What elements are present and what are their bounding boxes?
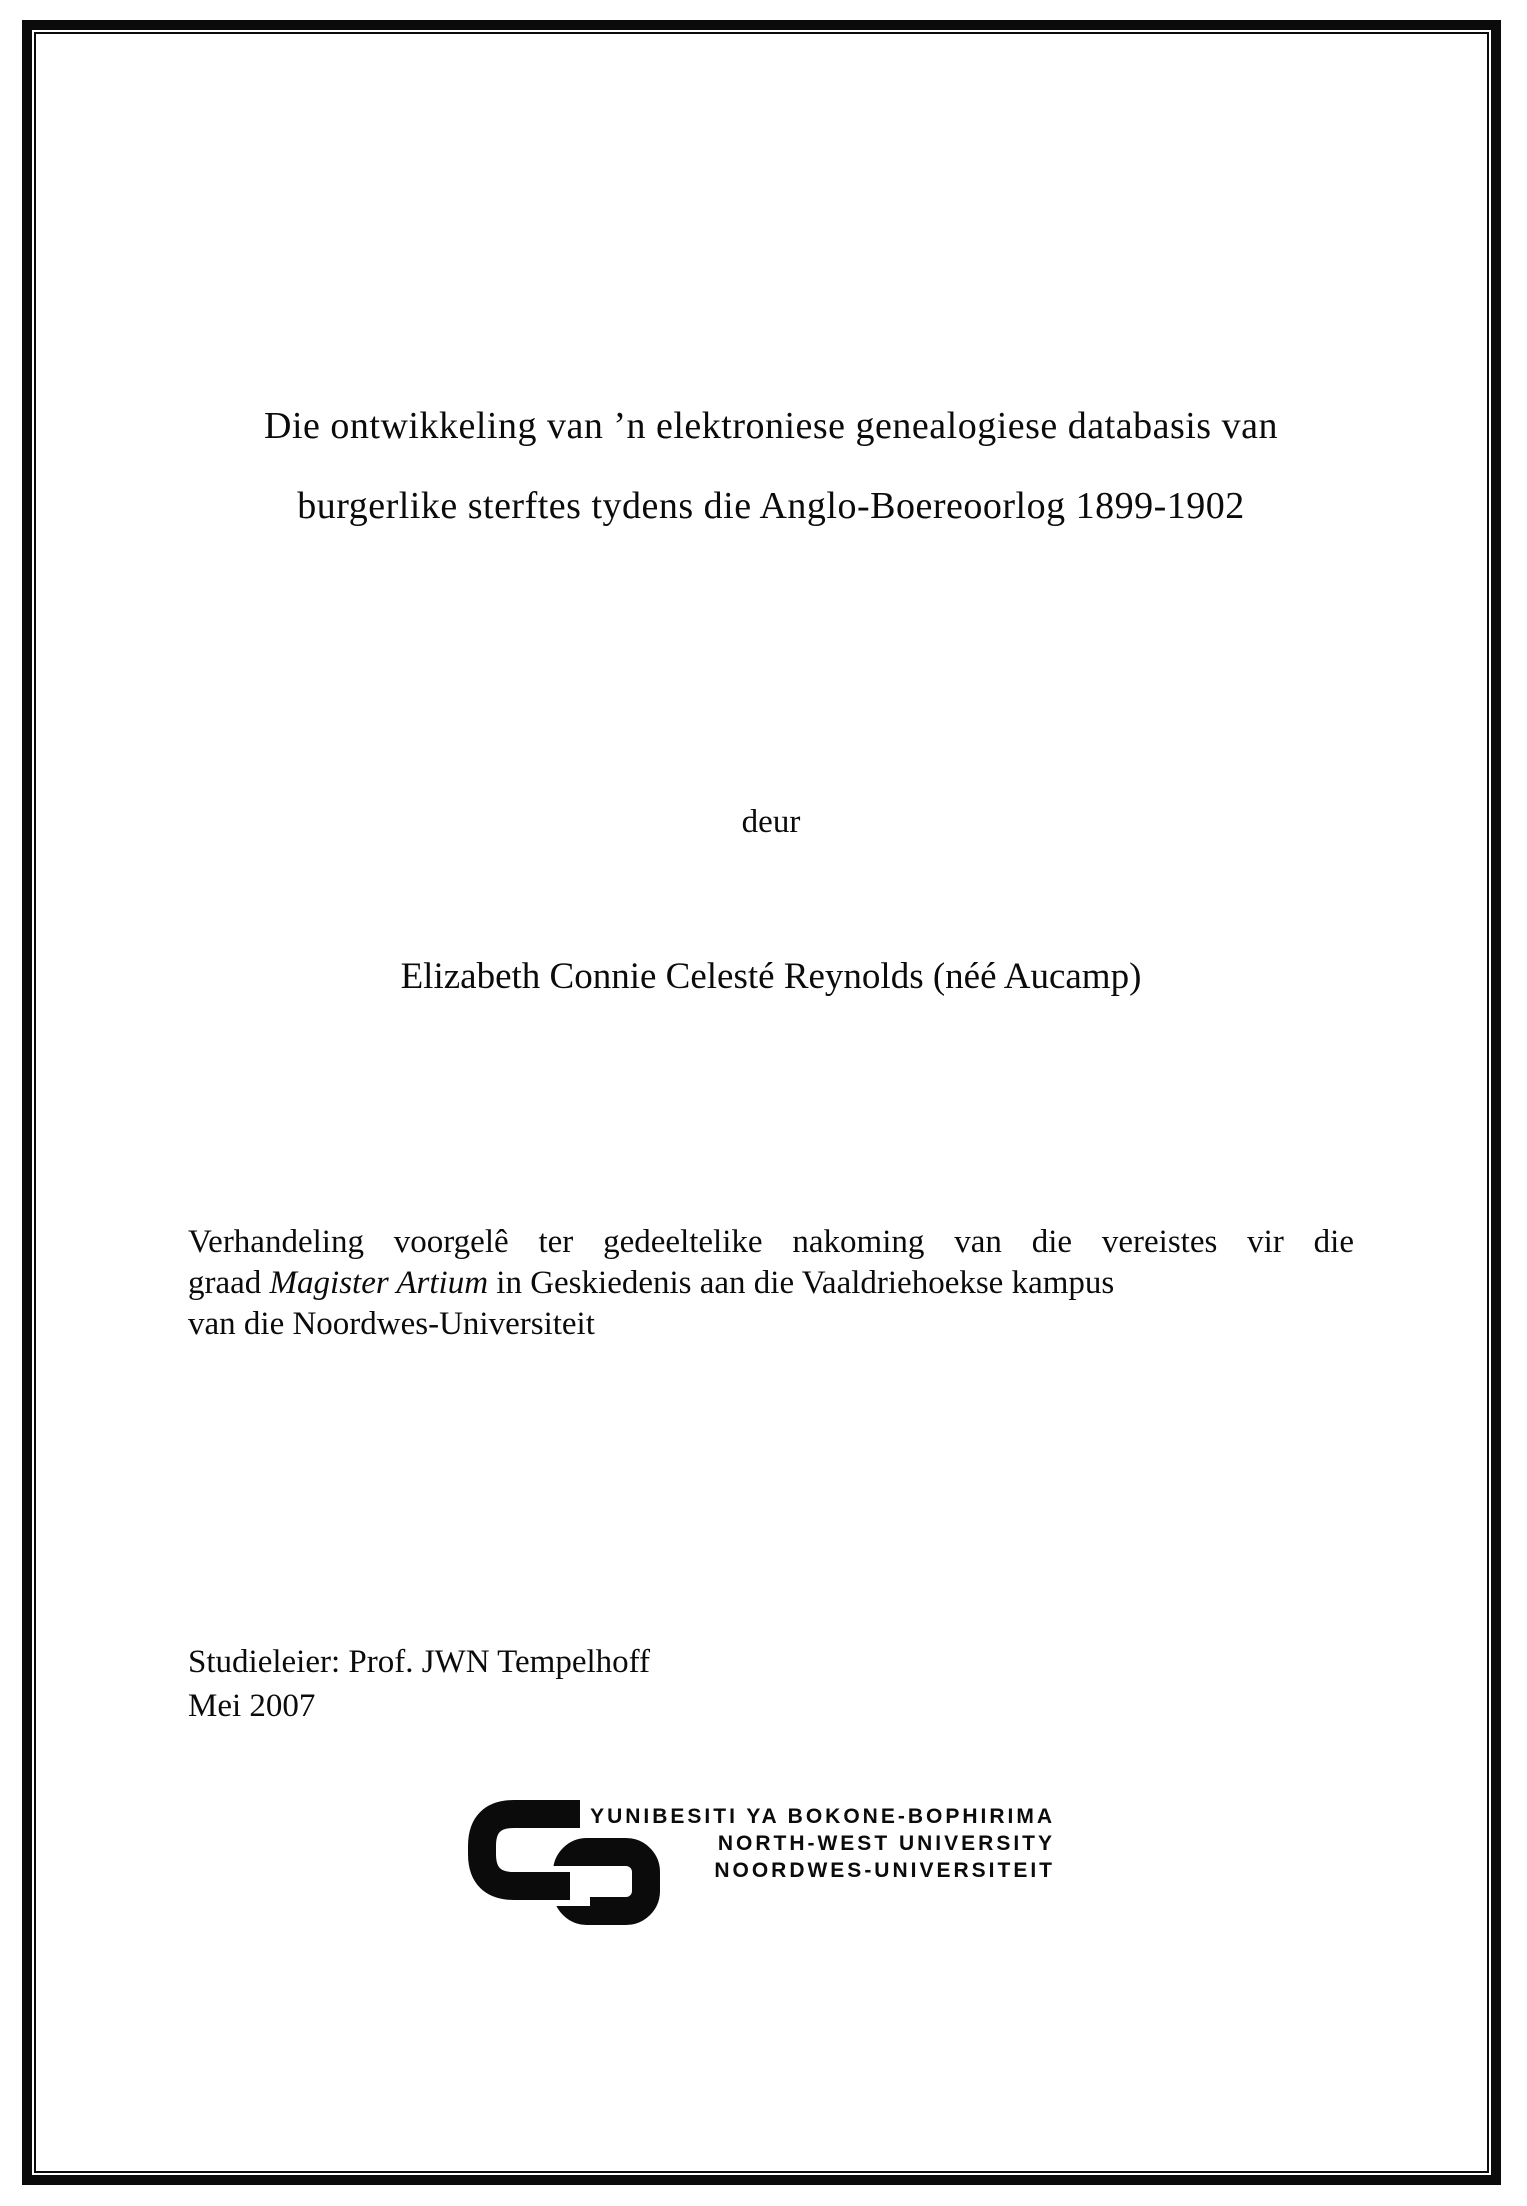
supervisor-line: Studieleier: Prof. JWN Tempelhoff — [188, 1644, 651, 1680]
thesis-title-line2: burgerlike sterftes tydens die Anglo-Boereoorlog 1899-1902 — [297, 485, 1245, 527]
degree-name: Magister Artium — [269, 1265, 489, 1301]
byline: deur — [741, 804, 801, 840]
degree-statement-line1: Verhandeling voorgelê ter gedeeltelike nakoming van die vereistes vir die — [188, 1224, 1354, 1260]
degree-statement-line2-suffix: in Geskiedenis aan die Vaaldriehoekse kampus — [488, 1265, 1115, 1301]
logo-text-setswana: YUNIBESITI YA BOKONE-BOPHIRIMA — [590, 1805, 1055, 1828]
degree-statement-line2 — [188, 1263, 1354, 1304]
logo-text-afrikaans: NOORDWES-UNIVERSITEIT — [714, 1859, 1055, 1882]
logo-text-english: NORTH-WEST UNIVERSITY — [717, 1832, 1055, 1855]
degree-statement-line2-prefix: graad — [188, 1265, 270, 1301]
author-name: Elizabeth Connie Celesté Reynolds (néé Aucamp) — [400, 956, 1142, 997]
thesis-title-line1: Die ontwikkeling van ’n elektroniese genealogiese databasis van — [264, 405, 1278, 447]
date-line: Mei 2007 — [188, 1688, 316, 1724]
degree-statement — [188, 1222, 1354, 1345]
university-logo-text — [590, 1803, 1055, 1884]
supervisor-block — [188, 1640, 650, 1728]
degree-statement-line3: van die Noordwes-Universiteit — [188, 1306, 595, 1342]
thesis-title — [188, 386, 1354, 546]
